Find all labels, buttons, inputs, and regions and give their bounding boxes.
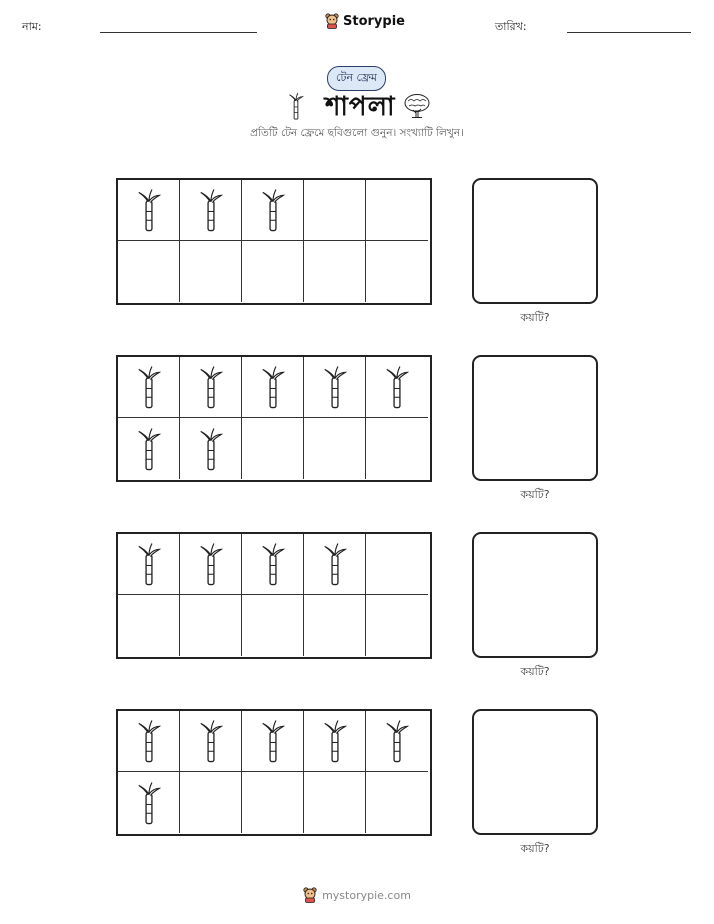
ten-frame-cell xyxy=(304,711,366,772)
footer xyxy=(0,887,714,903)
ten-frame-cell xyxy=(366,711,428,772)
ten-frame xyxy=(116,178,432,305)
ten-frame-cell xyxy=(242,711,304,772)
ten-frame-cell xyxy=(180,241,242,302)
storypie-mascot-icon xyxy=(325,13,339,29)
ten-frame-cell xyxy=(180,595,242,656)
sugarcane-stalk-icon xyxy=(322,719,348,763)
ten-frame-cell xyxy=(366,357,428,418)
answer-prompt: কয়টি? xyxy=(520,665,550,678)
ten-frame-cell xyxy=(366,595,428,656)
ten-frame-cell xyxy=(304,241,366,302)
ten-frame-cell xyxy=(366,180,428,241)
sugarcane-stalk-icon xyxy=(260,542,286,586)
ten-frame-cell xyxy=(180,772,242,833)
sugarcane-stalk-icon xyxy=(198,427,224,471)
ten-frame-cell xyxy=(242,180,304,241)
sugarcane-stalk-icon xyxy=(136,542,162,586)
ten-frame-cell xyxy=(366,772,428,833)
brand-logo xyxy=(325,13,405,29)
sugarcane-stalk-icon xyxy=(198,188,224,232)
sugarcane-stalk-icon xyxy=(260,365,286,409)
ten-frame-badge: টেন ফ্রেম xyxy=(327,66,386,91)
answer-prompt: কয়টি? xyxy=(520,488,550,501)
answer-prompt: কয়টি? xyxy=(520,311,550,324)
ten-frame-cell xyxy=(304,180,366,241)
ten-frame-cell xyxy=(118,711,180,772)
ten-frame-cell xyxy=(304,772,366,833)
sugarcane-stalk-icon xyxy=(322,365,348,409)
ten-frame-cell xyxy=(180,711,242,772)
sugarcane-stalk-icon xyxy=(322,542,348,586)
storypie-mascot-icon xyxy=(303,887,317,903)
ten-frame-cell xyxy=(304,357,366,418)
ten-frame-cell xyxy=(118,180,180,241)
sugarcane-stalk-icon xyxy=(287,92,305,120)
ten-frame-cell xyxy=(366,534,428,595)
answer-prompt: কয়টি? xyxy=(520,842,550,855)
sugarcane-stalk-icon xyxy=(198,365,224,409)
sugarcane-stalk-icon xyxy=(136,365,162,409)
page-title: শাপলা xyxy=(325,92,396,122)
tree-icon xyxy=(403,93,431,119)
brand-name: Storypie xyxy=(343,13,405,29)
ten-frame-cell xyxy=(118,418,180,479)
answer-box[interactable] xyxy=(472,709,598,835)
answer-box[interactable] xyxy=(472,355,598,481)
sugarcane-stalk-icon xyxy=(136,719,162,763)
date-line[interactable] xyxy=(567,32,691,33)
ten-frame-cell xyxy=(242,241,304,302)
sugarcane-stalk-icon xyxy=(384,365,410,409)
instruction-text: প্রতিটি টেন ফ্রেমে ছবিগুলো গুনুন। সংখ্যাটি লিখুন। xyxy=(250,127,464,139)
sugarcane-stalk-icon xyxy=(136,188,162,232)
name-line[interactable] xyxy=(100,32,257,33)
ten-frame xyxy=(116,709,432,836)
ten-frame-cell xyxy=(180,418,242,479)
sugarcane-stalk-icon xyxy=(136,427,162,471)
ten-frame-cell xyxy=(304,418,366,479)
ten-frame-cell xyxy=(118,772,180,833)
answer-box[interactable] xyxy=(472,532,598,658)
ten-frame-cell xyxy=(242,418,304,479)
sugarcane-stalk-icon xyxy=(198,542,224,586)
answer-box[interactable] xyxy=(472,178,598,304)
ten-frame-cell xyxy=(242,772,304,833)
date-label: তারিখ: xyxy=(495,20,527,33)
ten-frame-cell xyxy=(242,534,304,595)
sugarcane-stalk-icon xyxy=(260,188,286,232)
ten-frame-cell xyxy=(118,534,180,595)
ten-frame-cell xyxy=(118,595,180,656)
ten-frame xyxy=(116,532,432,659)
ten-frame-cell xyxy=(304,595,366,656)
footer-site: mystorypie.com xyxy=(322,888,411,902)
sugarcane-stalk-icon xyxy=(384,719,410,763)
sugarcane-stalk-icon xyxy=(198,719,224,763)
ten-frame-cell xyxy=(180,357,242,418)
sugarcane-stalk-icon xyxy=(136,781,162,825)
name-label: নাম: xyxy=(22,20,42,33)
ten-frame-cell xyxy=(304,534,366,595)
ten-frame-cell xyxy=(242,357,304,418)
sugarcane-stalk-icon xyxy=(260,719,286,763)
ten-frame-cell xyxy=(366,241,428,302)
ten-frame xyxy=(116,355,432,482)
ten-frame-cell xyxy=(366,418,428,479)
ten-frame-cell xyxy=(180,180,242,241)
ten-frame-cell xyxy=(242,595,304,656)
ten-frame-cell xyxy=(118,241,180,302)
ten-frame-cell xyxy=(180,534,242,595)
ten-frame-cell xyxy=(118,357,180,418)
